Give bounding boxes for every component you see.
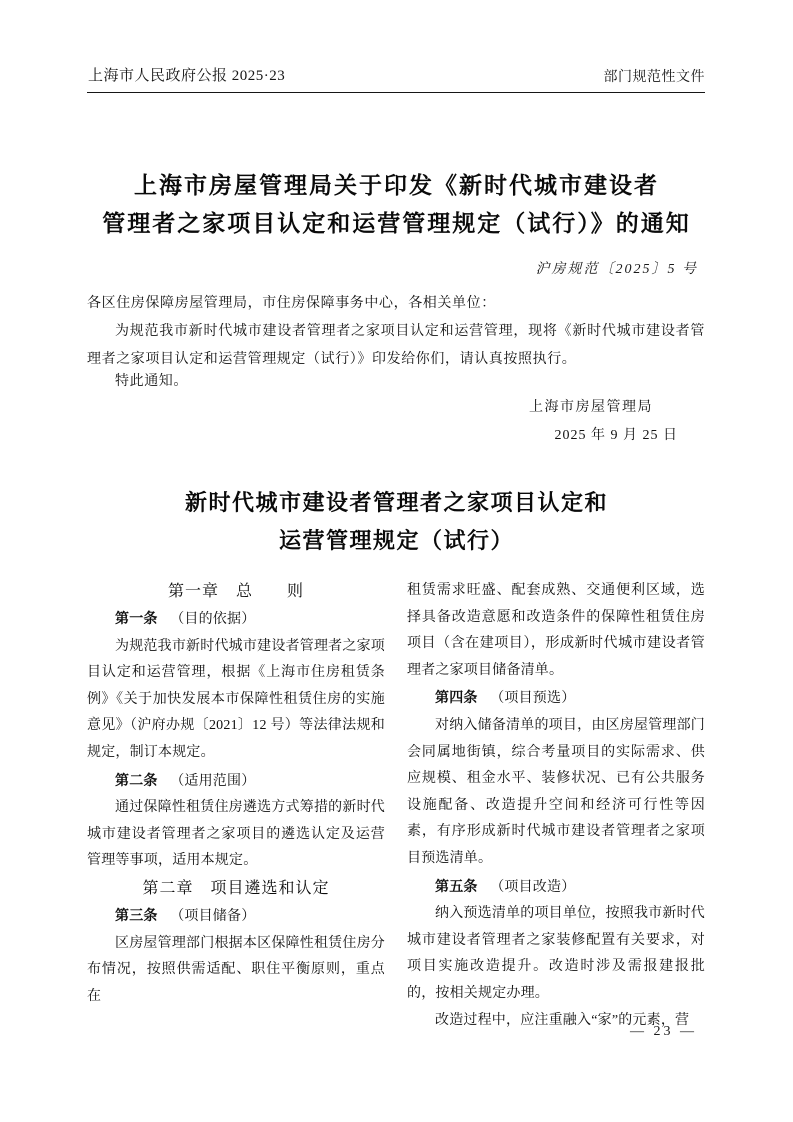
page-number: — 23 — (630, 1024, 697, 1039)
article-5-title: （项目改造） (490, 879, 576, 895)
regulation-title-line1: 新时代城市建设者管理者之家项目认定和 (184, 490, 608, 515)
article-4-number: 第四条 (435, 689, 478, 706)
article-1-paragraph: 为规范我市新时代城市建设者管理者之家项目认定和运营管理，根据《上海市住房租赁条例》《关于加快发展本市保障性租赁住房的实施意见》（沪府办规〔2021〕12 号）等法律法规和规定，制订本规定。 (87, 638, 385, 760)
article-1-heading (87, 605, 385, 634)
article-1-number: 第一条 (115, 610, 158, 626)
regulation-title-line2: 运营管理规定（试行） (278, 528, 514, 553)
gazette-header-left: 上海市人民政府公报 2025·23 (88, 68, 286, 84)
article-4-paragraph: 对纳入储备清单的项目，由区房屋管理部门会同属地街镇，综合考量项目的实际需求、供应规模、租金水平、装修状况、已有公共服务设施配备、改造提升空间和经济可行性等因素，有序形成新时代城市建设者管理者之家项目预选清单。 (407, 717, 705, 866)
chapter-heading-1: 第一章 总 则 (167, 583, 304, 600)
article-1-title: （目的依据） (170, 612, 256, 627)
article-3-paragraph: 区房屋管理部门根据本区保障性租赁住房分布情况，按照供需适配、职住平衡原则，重点在 (87, 935, 385, 1004)
header-rule (87, 92, 705, 93)
article-5-paragraph-2: 改造过程中，应注重融入“家”的元素，营 (435, 1012, 690, 1028)
notice-closing: 特此通知。 (115, 374, 188, 389)
notice-title (60, 166, 733, 242)
article-3-title: （项目储备） (170, 908, 256, 924)
article-3-heading (87, 902, 385, 931)
article-2-number: 第二条 (115, 771, 158, 788)
notice-body-paragraph: 为规范我市新时代城市建设者管理者之家项目认定和运营管理，现将《新时代城市建设者管理者之家项目认定和运营管理规定（试行）》印发给你们，请认真按照执行。 (87, 324, 705, 367)
left-column (87, 578, 385, 1034)
article-4-heading (407, 684, 705, 713)
signature-date: 2025 年 9 月 25 日 (554, 428, 678, 443)
notice-title-line1: 上海市房屋管理局关于印发《新时代城市建设者 (134, 172, 659, 198)
regulation-columns (87, 578, 705, 1034)
document-number: 沪房规范〔2025〕5 号 (535, 262, 698, 277)
article-5-paragraph-1: 纳入预选清单的项目单位，按照我市新时代城市建设者管理者之家装修配置有关要求，对项目实施改造提升。改造时涉及需报建报批的，按相关规定办理。 (407, 906, 705, 1001)
article-2-heading (87, 767, 385, 796)
chapter-heading-2: 第二章 项目遴选和认定 (142, 879, 330, 897)
gazette-header-right: 部门规范性文件 (603, 70, 705, 85)
article-5-number: 第五条 (435, 877, 478, 894)
regulation-title (60, 484, 733, 560)
signature-organization: 上海市房屋管理局 (529, 400, 653, 415)
article-2-title: （适用范围） (170, 773, 256, 789)
notice-salutation: 各区住房保障房屋管理局，市住房保障事务中心，各相关单位： (87, 296, 496, 311)
notice-title-line2: 管理者之家项目认定和运营管理规定（试行）》的通知 (102, 210, 691, 236)
article-4-title: （项目预选） (490, 691, 576, 707)
article-3-paragraph-continued: 租赁需求旺盛、配套成熟、交通便利区域，选择具备改造意愿和改造条件的保障性租赁住房项目（含在建项目），形成新时代城市建设者管理者之家项目储备清单。 (407, 583, 705, 678)
article-2-paragraph: 通过保障性租赁住房遴选方式筹措的新时代城市建设者管理者之家项目的遴选认定及运营管理等事项，适用本规定。 (87, 800, 385, 869)
article-5-heading (407, 873, 705, 902)
article-3-number: 第三条 (115, 906, 158, 923)
right-column (407, 578, 705, 1034)
